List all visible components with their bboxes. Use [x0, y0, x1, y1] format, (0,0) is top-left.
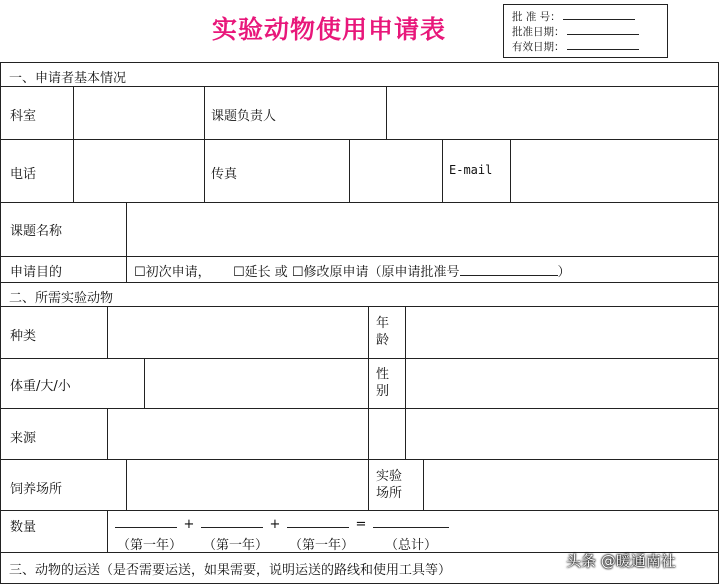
fax-label: 传真 — [211, 167, 238, 182]
year1-caption: （第一年） — [117, 538, 183, 553]
sex-field[interactable] — [407, 359, 716, 407]
purpose-label: 申请目的 — [10, 265, 63, 280]
original-approval-number-field[interactable] — [460, 263, 558, 276]
sex-label-line1: 性 — [376, 367, 390, 382]
col-divider — [386, 86, 387, 139]
quantity-total-field[interactable] — [373, 515, 449, 528]
col-divider — [368, 459, 369, 510]
leader-label: 课题负责人 — [211, 109, 277, 124]
year3-caption: （第一年） — [289, 538, 355, 553]
age-label — [376, 315, 389, 349]
fax-field[interactable] — [351, 140, 441, 201]
lab-site-label-line1: 实验 — [376, 469, 403, 484]
purpose-close-paren: ） — [557, 265, 571, 280]
dept-label: 科室 — [10, 109, 37, 124]
plus-sign: + — [269, 517, 281, 532]
col-divider — [107, 306, 108, 358]
housing-field[interactable] — [128, 460, 367, 509]
section1-heading: 一、申请者基本情况 — [9, 71, 127, 86]
valid-date-field[interactable] — [567, 39, 639, 50]
total-caption: （总计） — [385, 538, 438, 553]
quantity-year3-field[interactable] — [287, 515, 349, 528]
approval-number-field[interactable] — [563, 9, 635, 20]
lab-site-label-line2: 场所 — [376, 486, 403, 501]
species-label: 种类 — [10, 329, 37, 344]
equals-sign: = — [355, 517, 367, 532]
email-label: E-mail — [449, 163, 493, 177]
source-field[interactable] — [109, 409, 716, 458]
project-label: 课题名称 — [10, 224, 63, 239]
section3-heading: 三、动物的运送（是否需要运送，如果需要，说明运送的路线和使用工具等） — [9, 563, 452, 578]
application-form — [0, 62, 719, 584]
age-label-line1: 年 — [376, 316, 390, 331]
watermark-text: 头条 @暖通南社 — [566, 552, 676, 570]
dept-field[interactable] — [75, 87, 203, 138]
col-divider — [107, 510, 108, 552]
phone-field[interactable] — [75, 140, 203, 201]
quantity-formula — [115, 515, 449, 532]
section2-heading: 二、所需实验动物 — [9, 291, 114, 306]
quantity-year1-field[interactable] — [115, 515, 177, 528]
approval-date-field[interactable] — [567, 24, 639, 35]
row-divider — [1, 256, 718, 257]
row-divider — [1, 510, 718, 511]
col-divider — [144, 358, 145, 408]
source-label: 来源 — [10, 431, 37, 446]
weight-field[interactable] — [146, 359, 367, 407]
leader-field[interactable] — [388, 87, 716, 138]
purpose-options — [134, 261, 571, 280]
approval-number-label: 批 准 号： — [512, 11, 561, 23]
col-divider — [442, 139, 443, 202]
row-divider — [1, 282, 718, 283]
project-field[interactable] — [128, 203, 716, 255]
quantity-year2-field[interactable] — [201, 515, 263, 528]
col-divider — [126, 459, 127, 510]
valid-date-label: 有效日期： — [512, 41, 565, 53]
purpose-extend-checkbox[interactable]: ☐延长 — [232, 265, 271, 280]
approval-date-label: 批准日期： — [512, 26, 565, 38]
species-field[interactable] — [109, 307, 367, 357]
year2-caption: （第一年） — [203, 538, 269, 553]
email-field[interactable] — [512, 140, 716, 201]
lab-site-label — [376, 468, 402, 502]
age-label-line2: 龄 — [376, 333, 390, 348]
housing-label: 饲养场所 — [10, 482, 63, 497]
plus-sign: + — [183, 517, 195, 532]
age-field[interactable] — [407, 307, 716, 357]
col-divider — [204, 86, 205, 202]
col-divider — [423, 459, 424, 510]
lab-site-field[interactable] — [425, 460, 716, 509]
phone-label: 电话 — [10, 167, 37, 182]
sex-label — [376, 366, 389, 400]
col-divider — [73, 86, 74, 202]
form-title: 实验动物使用申请表 — [212, 15, 447, 44]
approval-box — [503, 4, 668, 58]
weight-label: 体重/大/小 — [10, 379, 71, 394]
col-divider — [349, 139, 350, 202]
col-divider — [126, 202, 127, 282]
col-divider — [510, 139, 511, 202]
sex-label-line2: 别 — [376, 384, 390, 399]
purpose-modify-checkbox[interactable]: ☐修改原申请（原申请批准号 — [291, 265, 460, 280]
quantity-label: 数量 — [10, 520, 37, 535]
purpose-or-text: 或 — [274, 265, 288, 280]
purpose-first-checkbox[interactable]: ☐初次申请， — [134, 265, 211, 280]
col-divider — [107, 408, 108, 459]
